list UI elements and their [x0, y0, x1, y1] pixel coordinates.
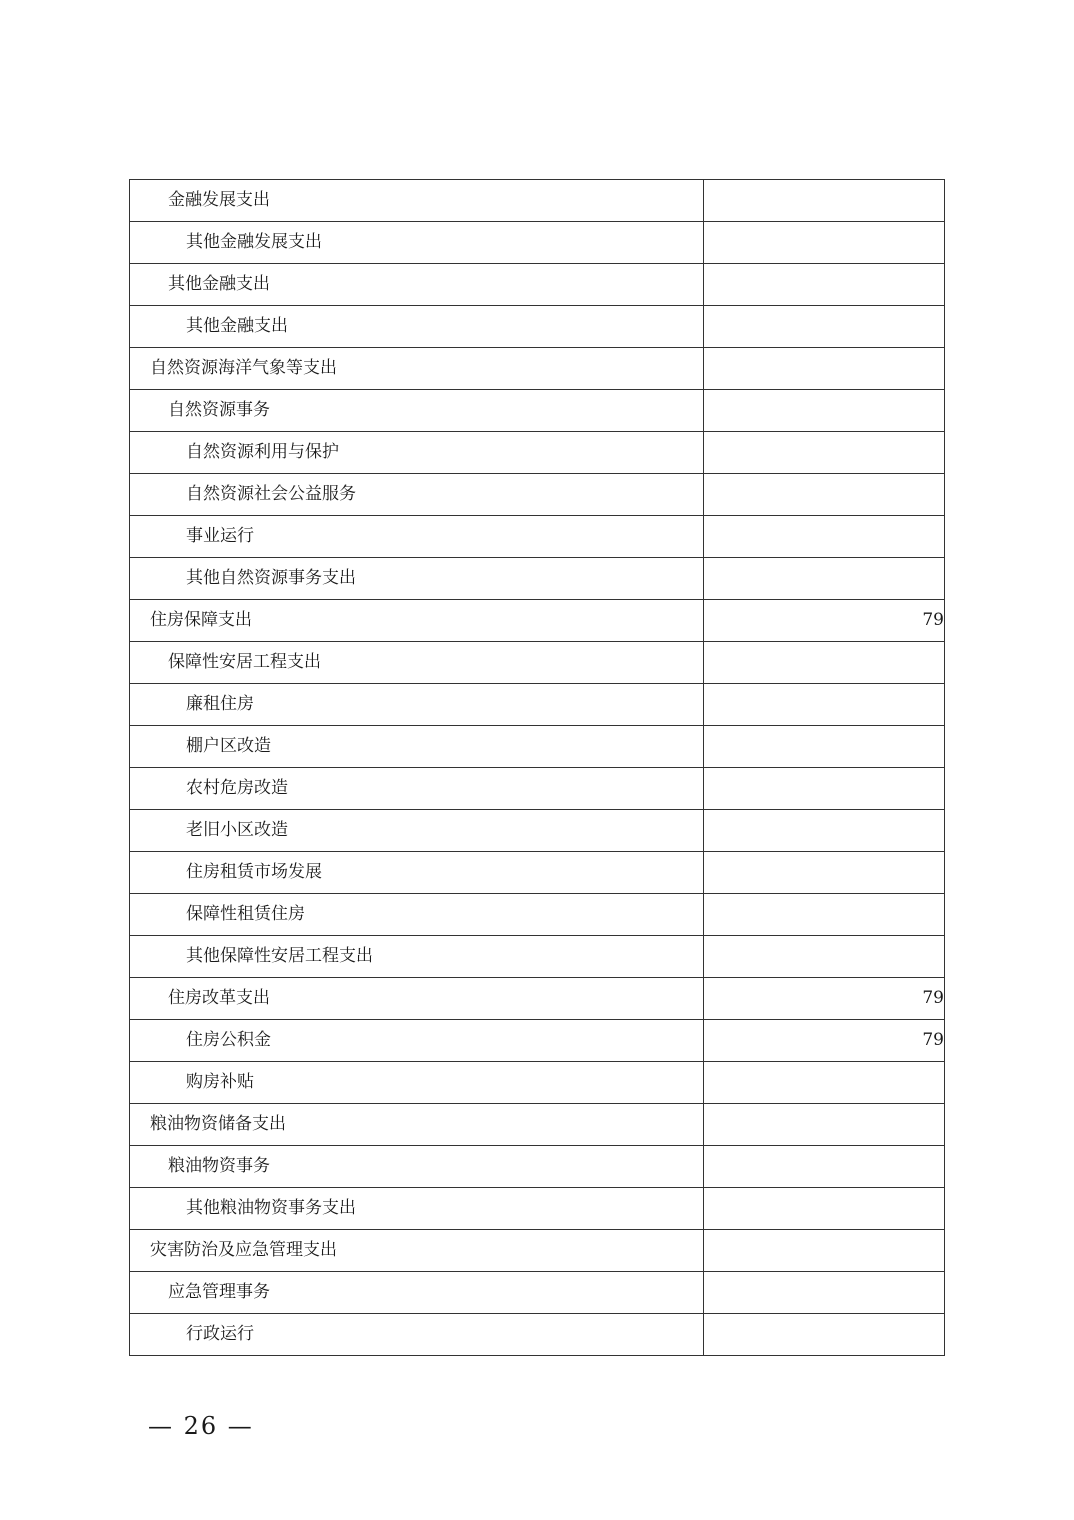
row-item-name: 金融发展支出 — [130, 180, 704, 222]
row-amount — [704, 180, 945, 222]
table-row — [130, 684, 945, 726]
row-item-name: 住房改革支出 — [130, 978, 704, 1020]
row-item-name: 保障性安居工程支出 — [130, 642, 704, 684]
table-row — [130, 516, 945, 558]
table-row — [130, 390, 945, 432]
table-row — [130, 348, 945, 390]
table-row — [130, 1062, 945, 1104]
row-item-name: 粮油物资储备支出 — [130, 1104, 704, 1146]
page-number: — 26 — — [148, 1412, 254, 1440]
row-amount — [704, 1230, 945, 1272]
row-item-name: 住房租赁市场发展 — [130, 852, 704, 894]
table-row — [130, 894, 945, 936]
table-row — [130, 1020, 945, 1062]
row-amount — [704, 1188, 945, 1230]
row-amount: 79 — [704, 978, 945, 1020]
row-item-name: 其他金融支出 — [130, 306, 704, 348]
table-row — [130, 1314, 945, 1356]
row-item-name: 住房保障支出 — [130, 600, 704, 642]
table-row — [130, 852, 945, 894]
table-row — [130, 1104, 945, 1146]
row-amount — [704, 348, 945, 390]
row-amount — [704, 810, 945, 852]
row-amount — [704, 726, 945, 768]
row-amount — [704, 852, 945, 894]
table-row — [130, 1188, 945, 1230]
table-row — [130, 180, 945, 222]
row-item-name: 其他粮油物资事务支出 — [130, 1188, 704, 1230]
table-row — [130, 306, 945, 348]
row-amount — [704, 1146, 945, 1188]
row-item-name: 棚户区改造 — [130, 726, 704, 768]
table-row — [130, 726, 945, 768]
table-row — [130, 936, 945, 978]
row-amount — [704, 222, 945, 264]
row-amount — [704, 1314, 945, 1356]
row-item-name: 住房公积金 — [130, 1020, 704, 1062]
table-row — [130, 810, 945, 852]
row-amount — [704, 684, 945, 726]
budget-table — [129, 179, 945, 1356]
row-amount: 79 — [704, 600, 945, 642]
row-item-name: 粮油物资事务 — [130, 1146, 704, 1188]
row-item-name: 其他金融支出 — [130, 264, 704, 306]
row-amount — [704, 642, 945, 684]
row-amount — [704, 1272, 945, 1314]
table-row — [130, 978, 945, 1020]
row-item-name: 老旧小区改造 — [130, 810, 704, 852]
row-amount — [704, 768, 945, 810]
table-row — [130, 474, 945, 516]
row-amount — [704, 1062, 945, 1104]
row-amount — [704, 1104, 945, 1146]
row-item-name: 应急管理事务 — [130, 1272, 704, 1314]
row-amount — [704, 558, 945, 600]
row-item-name: 其他保障性安居工程支出 — [130, 936, 704, 978]
row-item-name: 行政运行 — [130, 1314, 704, 1356]
table-row — [130, 1146, 945, 1188]
row-item-name: 灾害防治及应急管理支出 — [130, 1230, 704, 1272]
row-amount — [704, 264, 945, 306]
row-amount — [704, 390, 945, 432]
row-item-name: 其他自然资源事务支出 — [130, 558, 704, 600]
row-item-name: 保障性租赁住房 — [130, 894, 704, 936]
row-amount — [704, 432, 945, 474]
row-item-name: 自然资源利用与保护 — [130, 432, 704, 474]
row-amount: 79 — [704, 1020, 945, 1062]
table-row — [130, 264, 945, 306]
row-amount — [704, 306, 945, 348]
row-amount — [704, 474, 945, 516]
table-row — [130, 768, 945, 810]
table-row — [130, 1272, 945, 1314]
row-item-name: 自然资源海洋气象等支出 — [130, 348, 704, 390]
row-item-name: 农村危房改造 — [130, 768, 704, 810]
row-item-name: 购房补贴 — [130, 1062, 704, 1104]
table-row — [130, 558, 945, 600]
row-item-name: 事业运行 — [130, 516, 704, 558]
table-row — [130, 222, 945, 264]
row-item-name: 廉租住房 — [130, 684, 704, 726]
row-amount — [704, 936, 945, 978]
table-row — [130, 600, 945, 642]
table-row — [130, 642, 945, 684]
table-body — [130, 180, 945, 1356]
row-amount — [704, 894, 945, 936]
row-amount — [704, 516, 945, 558]
row-item-name: 自然资源社会公益服务 — [130, 474, 704, 516]
table-row — [130, 1230, 945, 1272]
row-item-name: 自然资源事务 — [130, 390, 704, 432]
table-row — [130, 432, 945, 474]
row-item-name: 其他金融发展支出 — [130, 222, 704, 264]
